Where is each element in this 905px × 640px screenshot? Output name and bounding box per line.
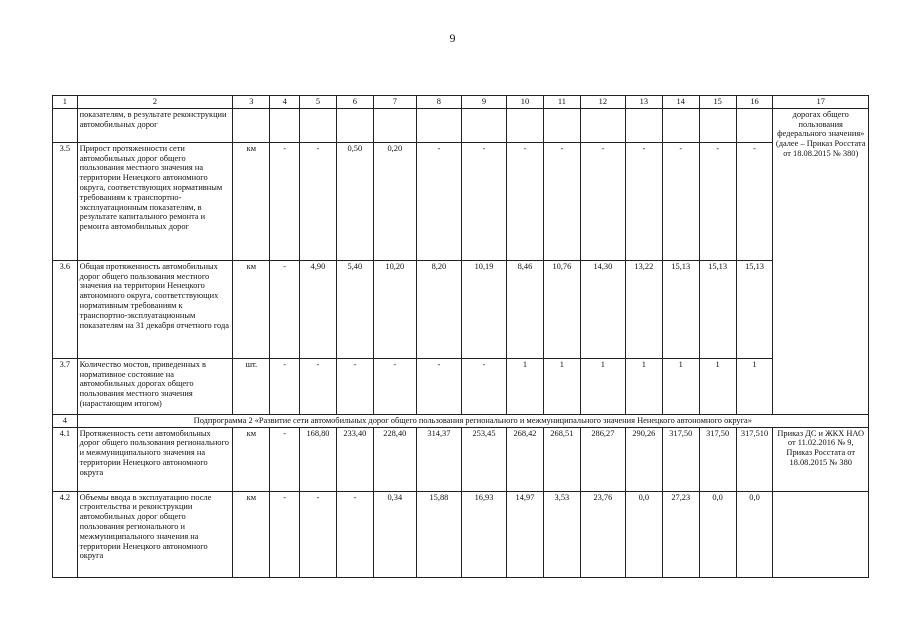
header-cell: 11 xyxy=(543,96,580,109)
value-cell: - xyxy=(270,358,300,414)
value-cell: 317,50 xyxy=(662,427,699,491)
value-cell: - xyxy=(507,142,544,260)
value-cell: 0,0 xyxy=(736,491,773,577)
row-number xyxy=(53,108,78,142)
value-cell: - xyxy=(625,142,662,260)
row-number: 4.1 xyxy=(53,427,78,491)
value-cell: 0,0 xyxy=(699,491,736,577)
value-cell: - xyxy=(416,358,461,414)
page-number: 9 xyxy=(449,31,456,45)
table-row xyxy=(53,260,869,358)
value-cell xyxy=(662,108,699,142)
value-cell: - xyxy=(270,427,300,491)
value-cell: 1 xyxy=(662,358,699,414)
table-row xyxy=(53,142,869,260)
header-cell: 3 xyxy=(233,96,270,109)
value-cell: 268,51 xyxy=(543,427,580,491)
value-cell: 0,20 xyxy=(373,142,416,260)
unit-cell: км xyxy=(233,260,270,358)
row-number: 3.6 xyxy=(53,260,78,358)
value-cell: 1 xyxy=(736,358,773,414)
value-cell: 233,40 xyxy=(336,427,373,491)
value-cell: 5,40 xyxy=(336,260,373,358)
value-cell: 14,30 xyxy=(580,260,625,358)
value-cell: 253,45 xyxy=(461,427,506,491)
indicator-table xyxy=(52,95,869,578)
header-cell: 17 xyxy=(773,96,869,109)
unit-cell: шт. xyxy=(233,358,270,414)
value-cell xyxy=(507,108,544,142)
value-cell: 10,20 xyxy=(373,260,416,358)
header-cell: 12 xyxy=(580,96,625,109)
value-cell: - xyxy=(461,358,506,414)
unit-cell: км xyxy=(233,427,270,491)
value-cell: - xyxy=(580,142,625,260)
value-cell: - xyxy=(373,358,416,414)
value-cell: - xyxy=(416,142,461,260)
unit-cell xyxy=(233,108,270,142)
indicator-name: Количество мостов, приведенных в нормативное состояние на автомобильных дорогах общего пользования местного значения (нарастающим итогом) xyxy=(77,358,233,414)
indicator-name: Общая протяженность автомобильных дорог общего пользования местного значения на территории Ненецкого автономного округа, соответствующих нормативным требованиям к транспортно-эксплуатационным показателям на 31 декабря отчетного года xyxy=(77,260,233,358)
value-cell xyxy=(300,108,337,142)
table-row xyxy=(53,108,869,142)
header-cell: 5 xyxy=(300,96,337,109)
indicator-name: показателям, в результате реконструкции автомобильных дорог xyxy=(77,108,233,142)
header-cell: 7 xyxy=(373,96,416,109)
table-row xyxy=(53,427,869,491)
value-cell: 15,13 xyxy=(736,260,773,358)
unit-cell: км xyxy=(233,142,270,260)
row-number: 4.2 xyxy=(53,491,78,577)
header-cell: 4 xyxy=(270,96,300,109)
value-cell: 10,19 xyxy=(461,260,506,358)
value-cell: 14,97 xyxy=(507,491,544,577)
value-cell: 0,0 xyxy=(625,491,662,577)
value-cell xyxy=(373,108,416,142)
value-cell: - xyxy=(461,142,506,260)
value-cell: - xyxy=(300,491,337,577)
value-cell: - xyxy=(336,491,373,577)
value-cell xyxy=(625,108,662,142)
value-cell xyxy=(461,108,506,142)
value-cell: - xyxy=(270,260,300,358)
value-cell: 1 xyxy=(580,358,625,414)
value-cell: 268,42 xyxy=(507,427,544,491)
value-cell: - xyxy=(662,142,699,260)
indicator-name: Протяженность сети автомобильных дорог общего пользования регионального и межмуниципального значения на территории Ненецкого автономного округа xyxy=(77,427,233,491)
table-row xyxy=(53,358,869,414)
header-row xyxy=(53,96,869,109)
row-number: 3.7 xyxy=(53,358,78,414)
value-cell: 8,20 xyxy=(416,260,461,358)
value-cell: - xyxy=(270,142,300,260)
value-cell: 8,46 xyxy=(507,260,544,358)
value-cell: - xyxy=(699,142,736,260)
value-cell: 290,26 xyxy=(625,427,662,491)
value-cell: 317,510 xyxy=(736,427,773,491)
value-cell: 15,88 xyxy=(416,491,461,577)
value-cell: - xyxy=(300,142,337,260)
row-number: 3.5 xyxy=(53,142,78,260)
value-cell xyxy=(580,108,625,142)
value-cell: 1 xyxy=(507,358,544,414)
value-cell: 10,76 xyxy=(543,260,580,358)
value-cell: 15,13 xyxy=(699,260,736,358)
value-cell: 1 xyxy=(625,358,662,414)
value-cell: - xyxy=(300,358,337,414)
value-cell: 286,27 xyxy=(580,427,625,491)
value-cell: 317,50 xyxy=(699,427,736,491)
header-cell: 6 xyxy=(336,96,373,109)
value-cell xyxy=(543,108,580,142)
source-cell xyxy=(773,491,869,577)
value-cell: - xyxy=(736,142,773,260)
value-cell: 15,13 xyxy=(662,260,699,358)
header-cell: 16 xyxy=(736,96,773,109)
value-cell: - xyxy=(336,358,373,414)
table-row xyxy=(53,491,869,577)
value-cell: 13,22 xyxy=(625,260,662,358)
indicator-name: Объемы ввода в эксплуатацию после строительства и реконструкции автомобильных дорог общего пользования регионального и межмуниципального значения на территории Ненецкого автономного округа xyxy=(77,491,233,577)
value-cell: 228,40 xyxy=(373,427,416,491)
source-cell: дорогах общего пользования федерального значения» (далее – Приказ Росстата от 18.08.2015 № 380) xyxy=(773,108,869,414)
header-cell: 15 xyxy=(699,96,736,109)
value-cell xyxy=(699,108,736,142)
value-cell: 0,34 xyxy=(373,491,416,577)
value-cell: - xyxy=(543,142,580,260)
value-cell: 16,93 xyxy=(461,491,506,577)
value-cell: 1 xyxy=(543,358,580,414)
header-cell: 2 xyxy=(77,96,233,109)
value-cell: 314,37 xyxy=(416,427,461,491)
value-cell: 0,50 xyxy=(336,142,373,260)
header-cell: 10 xyxy=(507,96,544,109)
value-cell: 4,90 xyxy=(300,260,337,358)
value-cell xyxy=(416,108,461,142)
value-cell: - xyxy=(270,491,300,577)
source-cell: Приказ ДС и ЖКХ НАО от 11.02.2016 № 9, Приказ Росстата от 18.08.2015 № 380 xyxy=(773,427,869,491)
header-cell: 8 xyxy=(416,96,461,109)
section-row xyxy=(53,414,869,427)
value-cell xyxy=(736,108,773,142)
header-cell: 1 xyxy=(53,96,78,109)
value-cell xyxy=(270,108,300,142)
value-cell: 27,23 xyxy=(662,491,699,577)
value-cell: 23,76 xyxy=(580,491,625,577)
value-cell xyxy=(336,108,373,142)
value-cell: 1 xyxy=(699,358,736,414)
value-cell: 168,80 xyxy=(300,427,337,491)
subprogram-title: Подпрограмма 2 «Развитие сети автомобильных дорог общего пользования регионального и межмуниципального значения Ненецкого автономного округа» xyxy=(77,414,868,427)
header-cell: 13 xyxy=(625,96,662,109)
header-cell: 9 xyxy=(461,96,506,109)
header-cell: 14 xyxy=(662,96,699,109)
indicator-name: Прирост протяженности сети автомобильных дорог общего пользования местного значения на территории Ненецкого автономного округа, соответствующих нормативным требованиям к транспортно-эксплуатационным показателям, в результате капитального ремонта и ремонта автомобильных дорог xyxy=(77,142,233,260)
value-cell: 3,53 xyxy=(543,491,580,577)
row-number: 4 xyxy=(53,414,78,427)
unit-cell: км xyxy=(233,491,270,577)
